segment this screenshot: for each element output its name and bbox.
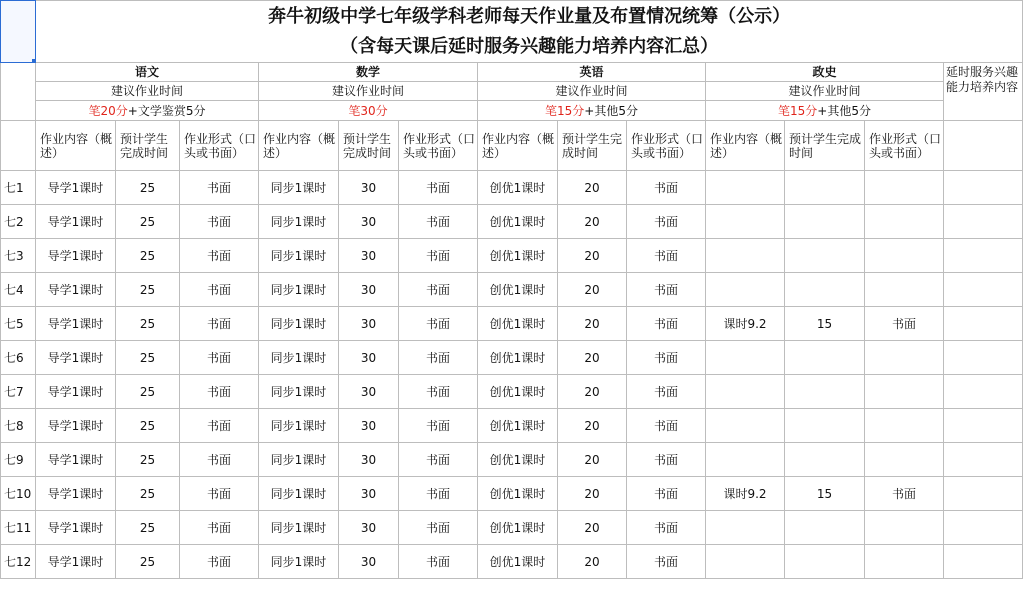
table-cell[interactable]: 同步1课时 <box>259 477 339 511</box>
extra-service-cell[interactable] <box>944 341 1023 375</box>
table-cell[interactable]: 同步1课时 <box>259 171 339 205</box>
col-header-content: 作业内容（概述） <box>259 121 339 171</box>
table-cell[interactable]: 25 <box>116 273 180 307</box>
table-cell[interactable]: 导学1课时 <box>36 545 116 579</box>
table-cell[interactable] <box>865 409 944 443</box>
table-cell[interactable]: 30 <box>339 341 399 375</box>
table-cell[interactable] <box>865 375 944 409</box>
table-cell[interactable]: 书面 <box>180 307 259 341</box>
table-cell[interactable]: 25 <box>116 409 180 443</box>
subject-politics-history: 政史 <box>706 63 944 82</box>
table-cell[interactable]: 书面 <box>627 511 706 545</box>
table-cell[interactable]: 30 <box>339 239 399 273</box>
table-cell[interactable] <box>706 341 785 375</box>
table-cell[interactable]: 25 <box>116 205 180 239</box>
table-row <box>1 443 1023 477</box>
table-cell[interactable]: 20 <box>558 443 627 477</box>
table-cell[interactable]: 书面 <box>627 409 706 443</box>
table-row <box>1 545 1023 579</box>
table-row <box>1 239 1023 273</box>
table-cell[interactable]: 课时9.2 <box>706 307 785 341</box>
table-cell[interactable]: 同步1课时 <box>259 511 339 545</box>
table-cell[interactable]: 导学1课时 <box>36 205 116 239</box>
table-cell[interactable]: 书面 <box>399 375 478 409</box>
extra-service-cell[interactable] <box>944 205 1023 239</box>
table-cell[interactable]: 20 <box>558 477 627 511</box>
table-cell[interactable] <box>706 409 785 443</box>
extra-service-cell[interactable] <box>944 511 1023 545</box>
table-cell[interactable] <box>785 409 865 443</box>
table-cell[interactable]: 书面 <box>180 239 259 273</box>
table-cell[interactable]: 20 <box>558 409 627 443</box>
table-cell[interactable]: 20 <box>558 205 627 239</box>
table-cell[interactable]: 同步1课时 <box>259 239 339 273</box>
table-cell[interactable] <box>785 375 865 409</box>
col-header-empty <box>1 121 36 171</box>
suggest-label-chinese: 建议作业时间 <box>36 82 259 101</box>
table-cell[interactable]: 25 <box>116 375 180 409</box>
table-cell[interactable]: 30 <box>339 443 399 477</box>
table-cell[interactable]: 书面 <box>399 341 478 375</box>
subject-english: 英语 <box>478 63 706 82</box>
extra-service-header: 延时服务兴趣能力培养内容 <box>944 63 1023 121</box>
table-cell[interactable]: 创优1课时 <box>478 171 558 205</box>
class-label[interactable]: 七10 <box>1 477 36 511</box>
extra-service-cell[interactable] <box>944 307 1023 341</box>
table-cell[interactable]: 创优1课时 <box>478 375 558 409</box>
extra-service-cell[interactable] <box>944 171 1023 205</box>
table-cell[interactable]: 书面 <box>627 341 706 375</box>
table-cell[interactable]: 25 <box>116 307 180 341</box>
table-cell[interactable]: 导学1课时 <box>36 443 116 477</box>
col-header-form: 作业形式（口头或书面） <box>627 121 706 171</box>
table-cell[interactable] <box>706 375 785 409</box>
col-header-time: 预计学生完成时间 <box>558 121 627 171</box>
table-cell[interactable] <box>865 341 944 375</box>
table-cell[interactable]: 书面 <box>399 545 478 579</box>
table-cell[interactable]: 同步1课时 <box>259 443 339 477</box>
table-cell[interactable]: 同步1课时 <box>259 341 339 375</box>
table-cell[interactable]: 20 <box>558 307 627 341</box>
table-cell[interactable] <box>785 239 865 273</box>
table-cell[interactable]: 25 <box>116 511 180 545</box>
table-cell[interactable]: 创优1课时 <box>478 477 558 511</box>
table-cell[interactable]: 书面 <box>180 477 259 511</box>
table-cell[interactable]: 书面 <box>399 239 478 273</box>
table-row <box>1 477 1023 511</box>
table-cell[interactable]: 书面 <box>180 545 259 579</box>
col-header-content: 作业内容（概述） <box>478 121 558 171</box>
extra-service-cell[interactable] <box>944 239 1023 273</box>
table-row <box>1 205 1023 239</box>
table-row <box>1 171 1023 205</box>
col-header-content: 作业内容（概述） <box>706 121 785 171</box>
suggest-label-math: 建议作业时间 <box>259 82 478 101</box>
title-line1: 奔牛初级中学七年级学科老师每天作业量及布置情况统筹（公示） <box>36 1 1023 33</box>
extra-service-cell[interactable] <box>944 477 1023 511</box>
suggest-time-math: 笔30分 <box>259 101 478 121</box>
table-cell[interactable]: 创优1课时 <box>478 341 558 375</box>
table-cell[interactable] <box>785 511 865 545</box>
table-cell[interactable]: 同步1课时 <box>259 545 339 579</box>
class-label[interactable]: 七9 <box>1 443 36 477</box>
table-cell[interactable]: 书面 <box>627 477 706 511</box>
table-cell[interactable]: 20 <box>558 375 627 409</box>
table-cell[interactable] <box>706 205 785 239</box>
class-label[interactable]: 七1 <box>1 171 36 205</box>
col-header-time: 预计学生完成时间 <box>339 121 399 171</box>
table-cell[interactable]: 30 <box>339 375 399 409</box>
table-cell[interactable]: 导学1课时 <box>36 477 116 511</box>
table-cell[interactable]: 书面 <box>180 341 259 375</box>
table-cell[interactable]: 20 <box>558 341 627 375</box>
table-cell[interactable]: 导学1课时 <box>36 307 116 341</box>
table-cell[interactable]: 创优1课时 <box>478 239 558 273</box>
table-cell[interactable]: 书面 <box>627 205 706 239</box>
table-row <box>1 307 1023 341</box>
table-cell[interactable] <box>785 545 865 579</box>
table-cell[interactable]: 导学1课时 <box>36 511 116 545</box>
col-header-time: 预计学生完成时间 <box>116 121 180 171</box>
table-cell[interactable]: 创优1课时 <box>478 409 558 443</box>
table-cell[interactable]: 创优1课时 <box>478 307 558 341</box>
table-cell[interactable]: 25 <box>116 545 180 579</box>
table-cell[interactable] <box>865 545 944 579</box>
table-cell[interactable]: 书面 <box>180 273 259 307</box>
subject-chinese: 语文 <box>36 63 259 82</box>
table-cell[interactable] <box>865 239 944 273</box>
table-cell[interactable]: 创优1课时 <box>478 545 558 579</box>
table-row <box>1 375 1023 409</box>
table-cell[interactable]: 创优1课时 <box>478 205 558 239</box>
col-header-content: 作业内容（概述） <box>36 121 116 171</box>
table-cell[interactable]: 30 <box>339 307 399 341</box>
table-row <box>1 511 1023 545</box>
table-cell[interactable]: 书面 <box>180 443 259 477</box>
suggest-label-politics: 建议作业时间 <box>706 82 944 101</box>
table-cell[interactable]: 15 <box>785 307 865 341</box>
table-row <box>1 273 1023 307</box>
table-cell[interactable]: 创优1课时 <box>478 273 558 307</box>
col-header-form: 作业形式（口头或书面） <box>399 121 478 171</box>
table-cell[interactable]: 导学1课时 <box>36 341 116 375</box>
table-cell[interactable]: 同步1课时 <box>259 205 339 239</box>
table-cell[interactable]: 30 <box>339 273 399 307</box>
table-cell[interactable]: 书面 <box>399 273 478 307</box>
table-cell[interactable]: 导学1课时 <box>36 239 116 273</box>
table-cell[interactable]: 书面 <box>865 307 944 341</box>
table-cell[interactable] <box>706 443 785 477</box>
subject-math: 数学 <box>259 63 478 82</box>
table-cell[interactable]: 书面 <box>180 375 259 409</box>
suggest-time-politics: 笔15分+其他5分 <box>706 101 944 121</box>
table-cell[interactable]: 15 <box>785 477 865 511</box>
col-header-extra-empty <box>944 121 1023 171</box>
table-cell[interactable] <box>706 273 785 307</box>
table-cell[interactable]: 书面 <box>627 375 706 409</box>
table-row <box>1 341 1023 375</box>
table-cell[interactable]: 30 <box>339 511 399 545</box>
table-cell[interactable]: 同步1课时 <box>259 307 339 341</box>
table-cell[interactable]: 书面 <box>180 511 259 545</box>
class-label[interactable]: 七12 <box>1 545 36 579</box>
col-header-form: 作业形式（口头或书面） <box>180 121 259 171</box>
table-cell[interactable]: 导学1课时 <box>36 171 116 205</box>
table-cell[interactable]: 导学1课时 <box>36 375 116 409</box>
table-cell[interactable]: 25 <box>116 171 180 205</box>
table-cell[interactable] <box>785 443 865 477</box>
table-cell[interactable]: 书面 <box>627 239 706 273</box>
suggest-time-english: 笔15分+其他5分 <box>478 101 706 121</box>
table-cell[interactable] <box>785 205 865 239</box>
table-cell[interactable]: 30 <box>339 205 399 239</box>
table-cell[interactable]: 25 <box>116 341 180 375</box>
table-cell[interactable]: 书面 <box>180 171 259 205</box>
table-cell[interactable]: 导学1课时 <box>36 409 116 443</box>
table-cell[interactable]: 20 <box>558 545 627 579</box>
table-cell[interactable]: 书面 <box>399 171 478 205</box>
extra-service-cell[interactable] <box>944 545 1023 579</box>
fill-handle[interactable] <box>32 59 36 63</box>
table-cell[interactable]: 书面 <box>399 307 478 341</box>
table-cell[interactable]: 书面 <box>627 307 706 341</box>
selected-cell[interactable] <box>1 1 36 63</box>
table-cell[interactable]: 书面 <box>399 511 478 545</box>
table-cell[interactable]: 同步1课时 <box>259 375 339 409</box>
extra-service-cell[interactable] <box>944 443 1023 477</box>
table-cell[interactable]: 30 <box>339 409 399 443</box>
class-label[interactable]: 七3 <box>1 239 36 273</box>
extra-service-cell[interactable] <box>944 375 1023 409</box>
row-label-empty <box>1 63 36 121</box>
table-cell[interactable]: 30 <box>339 477 399 511</box>
suggest-time-chinese: 笔20分+文学鉴赏5分 <box>36 101 259 121</box>
table-cell[interactable]: 书面 <box>627 171 706 205</box>
table-cell[interactable]: 书面 <box>627 273 706 307</box>
class-label[interactable]: 七8 <box>1 409 36 443</box>
table-cell[interactable]: 书面 <box>627 545 706 579</box>
table-cell[interactable] <box>785 171 865 205</box>
table-cell[interactable]: 25 <box>116 477 180 511</box>
suggest-label-english: 建议作业时间 <box>478 82 706 101</box>
col-header-time: 预计学生完成时间 <box>785 121 865 171</box>
extra-service-cell[interactable] <box>944 409 1023 443</box>
table-cell[interactable] <box>865 443 944 477</box>
table-cell[interactable] <box>785 273 865 307</box>
table-cell[interactable]: 导学1课时 <box>36 273 116 307</box>
table-cell[interactable]: 30 <box>339 171 399 205</box>
col-header-form: 作业形式（口头或书面） <box>865 121 944 171</box>
class-label[interactable]: 七6 <box>1 341 36 375</box>
title-line2: （含每天课后延时服务兴趣能力培养内容汇总） <box>36 33 1023 63</box>
table-cell[interactable] <box>785 341 865 375</box>
table-cell[interactable]: 书面 <box>399 443 478 477</box>
table-cell[interactable]: 20 <box>558 239 627 273</box>
table-cell[interactable]: 25 <box>116 239 180 273</box>
table-cell[interactable]: 20 <box>558 511 627 545</box>
table-cell[interactable]: 20 <box>558 273 627 307</box>
class-label[interactable]: 七7 <box>1 375 36 409</box>
class-label[interactable]: 七5 <box>1 307 36 341</box>
extra-service-cell[interactable] <box>944 273 1023 307</box>
table-cell[interactable] <box>865 205 944 239</box>
table-cell[interactable] <box>706 545 785 579</box>
class-label[interactable]: 七11 <box>1 511 36 545</box>
table-cell[interactable] <box>706 511 785 545</box>
table-cell[interactable]: 创优1课时 <box>478 443 558 477</box>
table-cell[interactable]: 20 <box>558 171 627 205</box>
table-cell[interactable] <box>706 171 785 205</box>
table-cell[interactable] <box>865 273 944 307</box>
table-cell[interactable]: 书面 <box>399 409 478 443</box>
class-label[interactable]: 七4 <box>1 273 36 307</box>
table-cell[interactable] <box>865 171 944 205</box>
table-cell[interactable]: 书面 <box>399 205 478 239</box>
table-cell[interactable]: 25 <box>116 443 180 477</box>
table-cell[interactable]: 创优1课时 <box>478 511 558 545</box>
table-cell[interactable]: 30 <box>339 545 399 579</box>
table-cell[interactable]: 书面 <box>180 409 259 443</box>
table-row <box>1 409 1023 443</box>
table-cell[interactable]: 书面 <box>180 205 259 239</box>
table-cell[interactable]: 课时9.2 <box>706 477 785 511</box>
table-cell[interactable]: 书面 <box>627 443 706 477</box>
class-label[interactable]: 七2 <box>1 205 36 239</box>
table-cell[interactable]: 书面 <box>399 477 478 511</box>
table-cell[interactable] <box>706 239 785 273</box>
table-cell[interactable] <box>865 511 944 545</box>
table-cell[interactable]: 书面 <box>865 477 944 511</box>
table-cell[interactable]: 同步1课时 <box>259 273 339 307</box>
table-cell[interactable]: 同步1课时 <box>259 409 339 443</box>
